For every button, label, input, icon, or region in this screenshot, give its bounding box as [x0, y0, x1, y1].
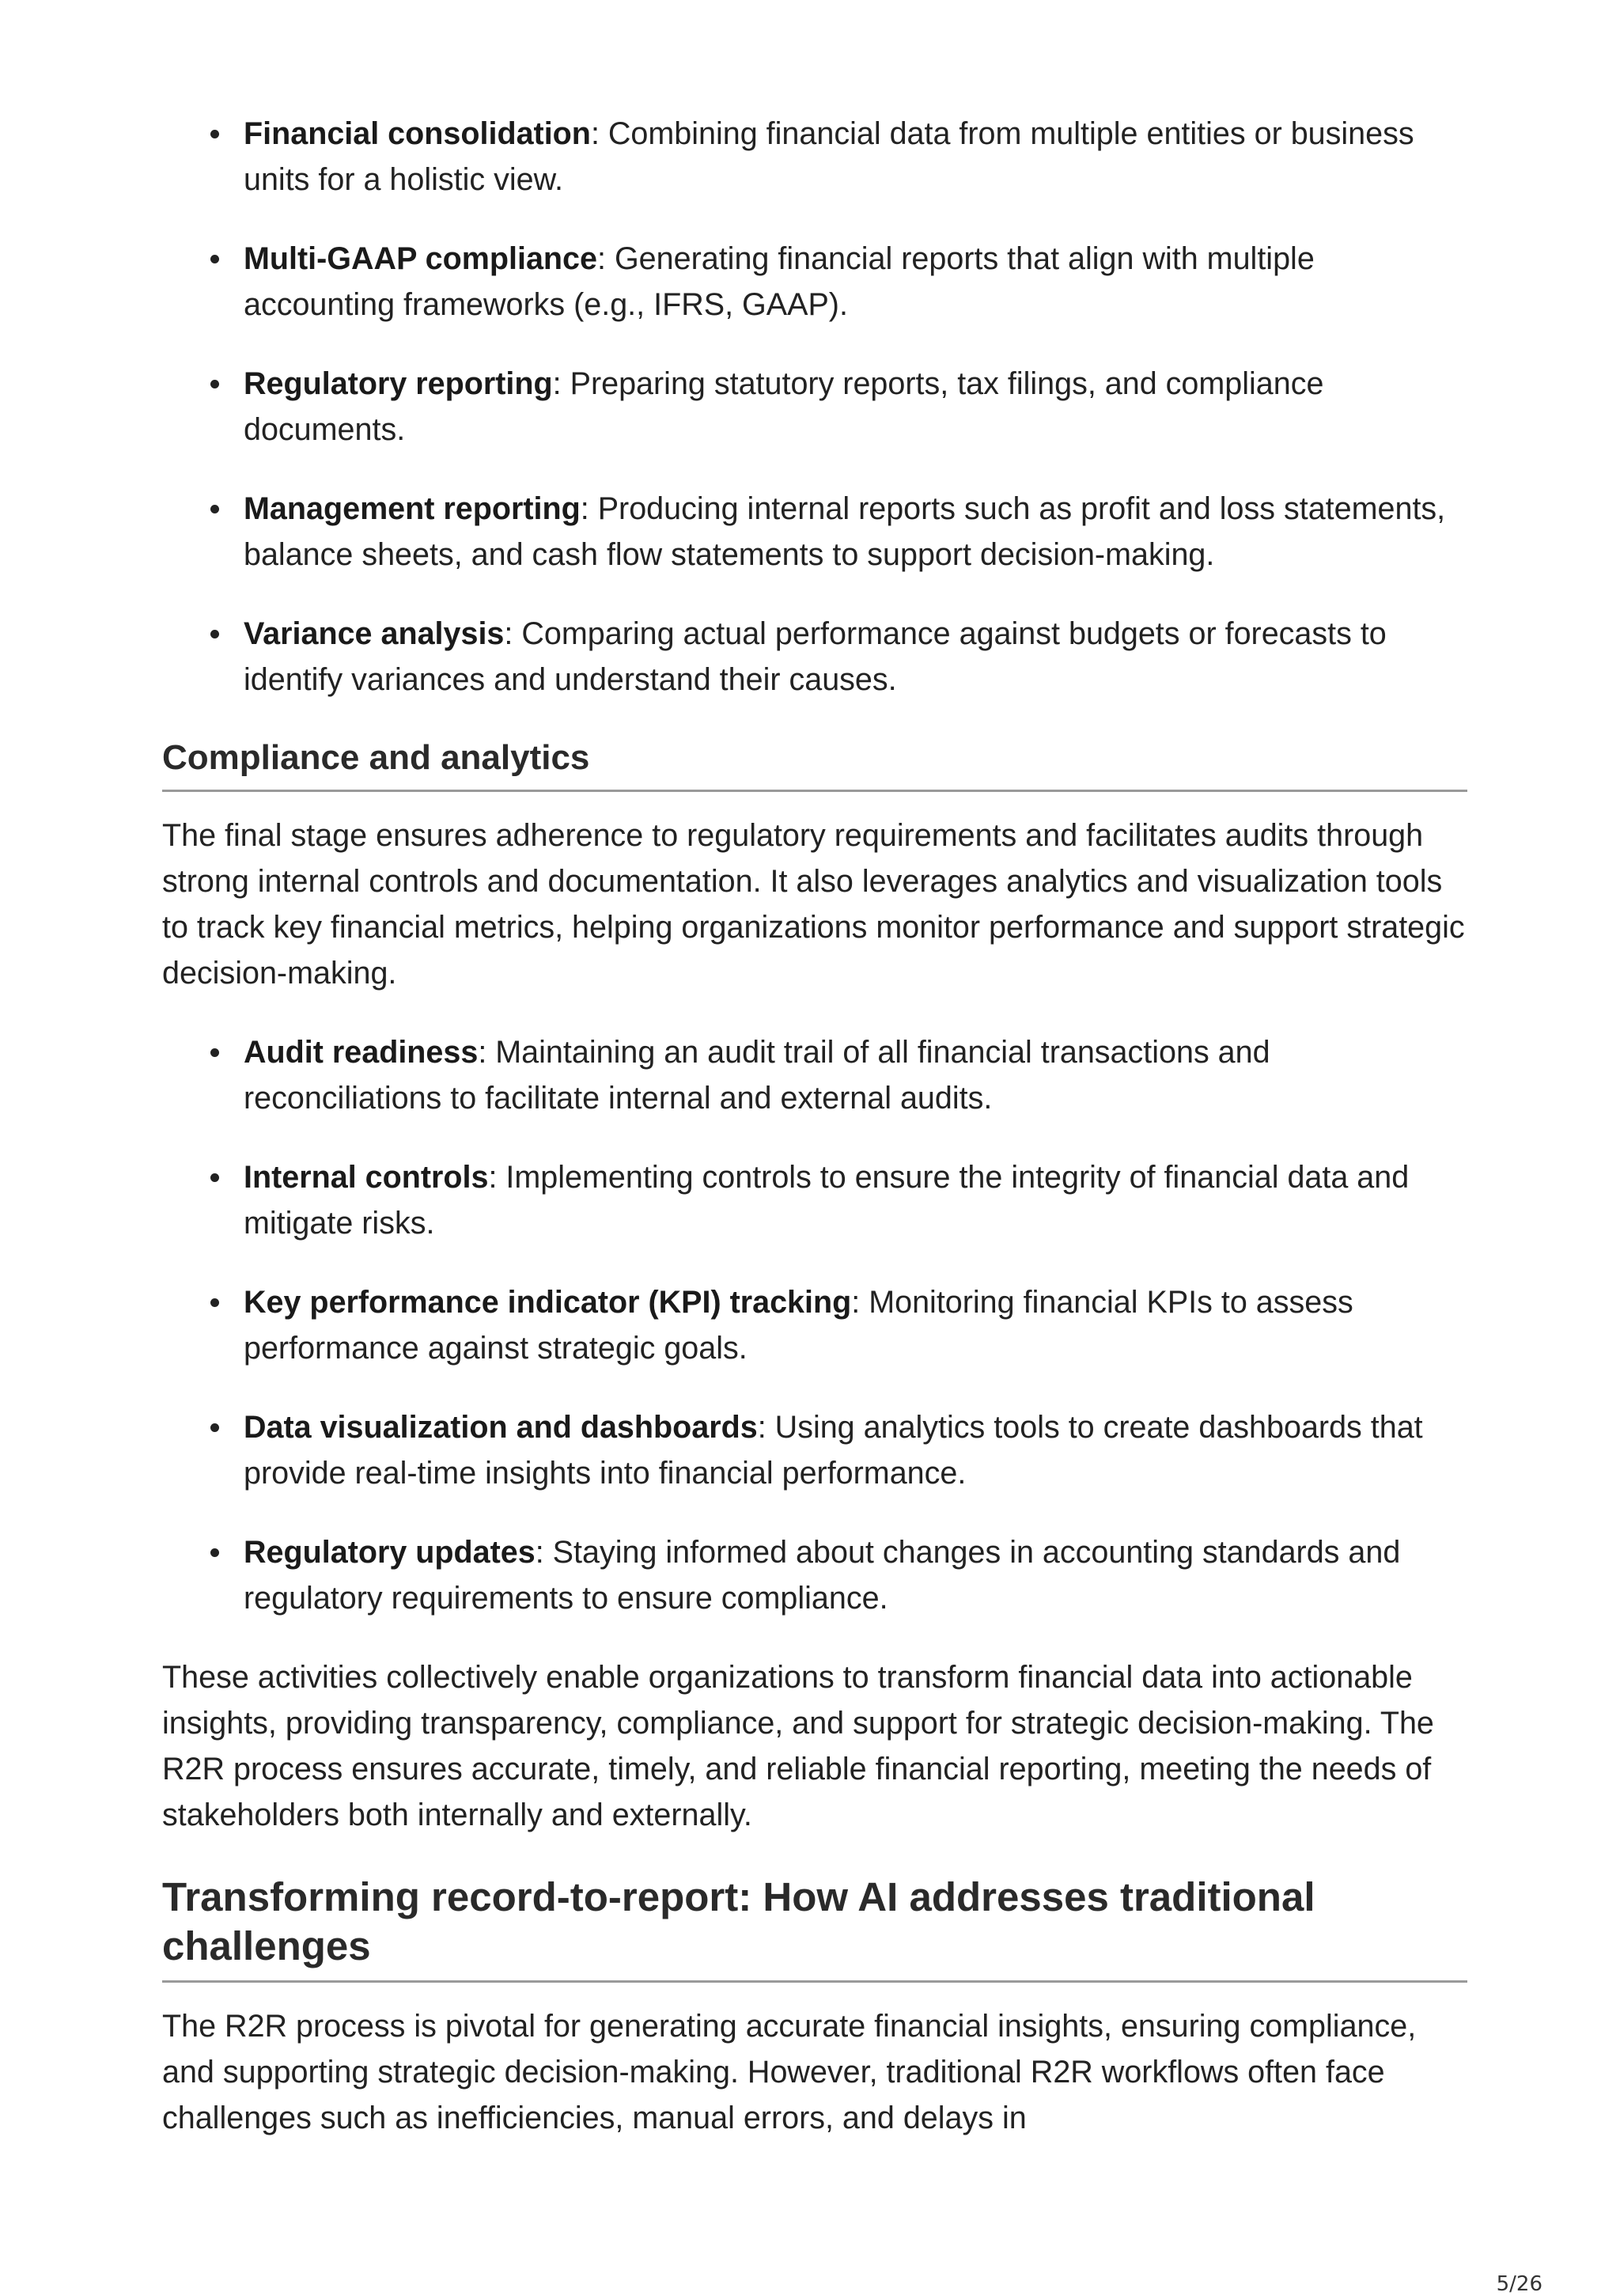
list-item	[244, 1279, 1467, 1371]
compliance-bullet-list	[162, 1029, 1467, 1621]
compliance-intro-paragraph: The final stage ensures adherence to regulatory requirements and facilitates audits through strong internal controls and documentation. It also leverages analytics and visualization tools to track key financial metrics, helping organizations monitor performance and support strategic decision-making.	[162, 818, 1465, 991]
list-item-text: : Combining financial data from multiple entities or business units for a holistic view.	[244, 116, 1414, 197]
list-item	[244, 486, 1467, 578]
list-item-term: Regulatory reporting	[244, 366, 553, 401]
reporting-bullet-list	[162, 111, 1467, 703]
transform-heading: Transforming record-to-report: How AI addresses traditional challenges	[162, 1873, 1467, 1983]
list-item-term: Internal controls	[244, 1160, 489, 1195]
list-item-term: Multi-GAAP compliance	[244, 241, 597, 276]
list-item-text: : Using analytics tools to create dashboards that provide real-time insights into financial performance.	[244, 1410, 1423, 1491]
list-item	[244, 1404, 1467, 1496]
list-item-text: : Implementing controls to ensure the integrity of financial data and mitigate risks.	[244, 1160, 1410, 1241]
list-item-term: Regulatory updates	[244, 1535, 536, 1570]
list-item	[244, 111, 1467, 203]
transform-intro-paragraph: The R2R process is pivotal for generating accurate financial insights, ensuring compliance, and supporting strategic decision-making. However, traditional R2R workflows often face challenges such as inefficiencies, manual errors, and delays in	[162, 2009, 1417, 2135]
list-item	[244, 1154, 1467, 1246]
list-item-text: : Monitoring financial KPIs to assess performance against strategic goals.	[244, 1285, 1353, 1366]
list-item-text: : Producing internal reports such as profit and loss statements, balance sheets, and cash flow statements to support decision-making.	[244, 491, 1446, 572]
list-item-term: Financial consolidation	[244, 116, 591, 151]
list-item-text: : Maintaining an audit trail of all financial transactions and reconciliations to facilitate internal and external audits.	[244, 1035, 1270, 1116]
list-item-text: : Comparing actual performance against budgets or forecasts to identify variances and understand their causes.	[244, 616, 1387, 697]
list-item-text: : Staying informed about changes in accounting standards and regulatory requirements to ensure compliance.	[244, 1535, 1401, 1616]
list-item-text: : Preparing statutory reports, tax filings, and compliance documents.	[244, 366, 1324, 447]
list-item-term: Key performance indicator (KPI) tracking	[244, 1285, 852, 1320]
list-item	[244, 236, 1467, 328]
list-item	[244, 361, 1467, 453]
list-item-text: : Generating financial reports that align with multiple accounting frameworks (e.g., IFRS, GAAP).	[244, 241, 1315, 322]
list-item-term: Audit readiness	[244, 1035, 479, 1070]
list-item	[244, 1529, 1467, 1621]
list-item-term: Data visualization and dashboards	[244, 1410, 758, 1445]
list-item	[244, 611, 1467, 703]
list-item-term: Variance analysis	[244, 616, 505, 651]
document-page	[162, 111, 1467, 2141]
list-item-term: Management reporting	[244, 491, 581, 526]
page-number: 5/26	[1496, 2272, 1542, 2296]
compliance-heading: Compliance and analytics	[162, 736, 1467, 792]
closing-paragraph: These activities collectively enable organizations to transform financial data into actionable insights, providing transparency, compliance, and support for strategic decision-making. The R2R process ensures accurate, timely, and reliable financial reporting, meeting the needs of stakeholders both internally and externally.	[162, 1660, 1434, 1832]
list-item	[244, 1029, 1467, 1121]
